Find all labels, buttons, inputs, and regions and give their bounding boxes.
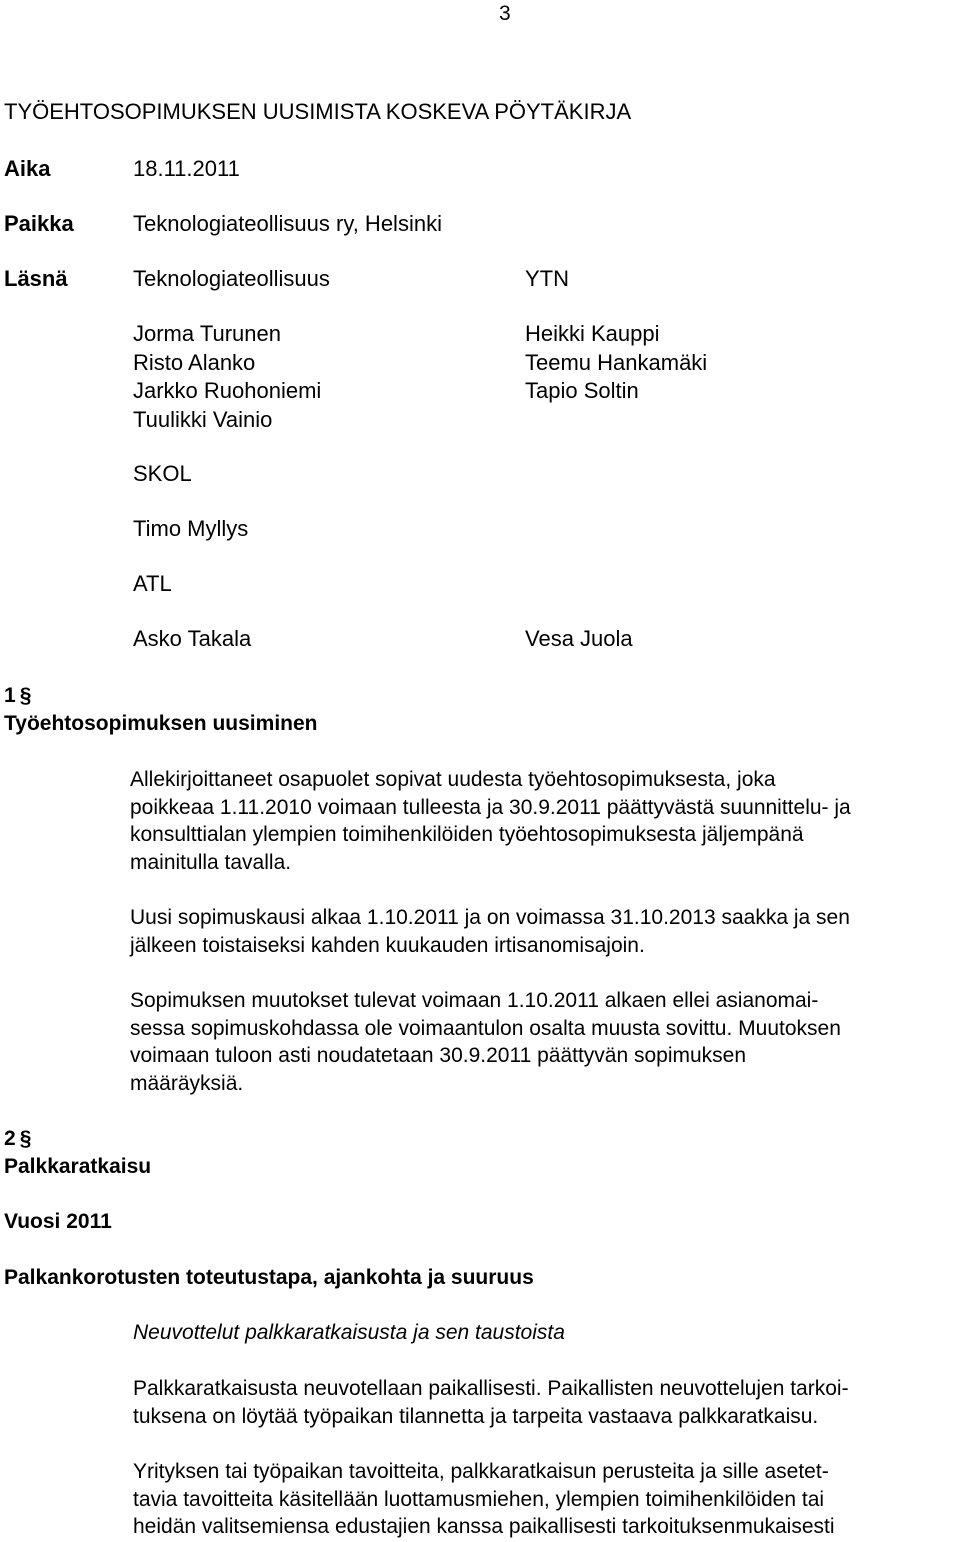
- section-symbol: §: [19, 684, 32, 707]
- text-line: tavia tavoitteita käsitellään luottamusmiehen, ylempien toimihenkilöiden tai: [133, 1487, 825, 1511]
- text-line: voimaan tuloon asti noudatetaan 30.9.2011 päättyvän sopimuksen: [130, 1044, 747, 1067]
- document-title: TYÖEHTOSOPIMUKSEN UUSIMISTA KOSKEVA PÖYTÄKIRJA: [4, 99, 632, 124]
- text-line: Uusi sopimuskausi alkaa 1.10.2011 ja on voimassa 31.10.2013 saakka ja sen: [130, 906, 850, 929]
- text-line: poikkeaa 1.11.2010 voimaan tulleesta ja 30.9.2011 päättyvästä suunnittelu- ja: [130, 795, 851, 819]
- text-line: Palkkaratkaisusta neuvotellaan paikallisesti. Paikallisten neuvottelujen tarkoi-: [133, 1377, 849, 1400]
- text-line: heidän valitsemiensa edustajien kanssa paikallisesti tarkoituksenmukaisesti: [133, 1515, 835, 1538]
- attendee-name: Risto Alanko: [133, 349, 256, 375]
- year-heading: Vuosi 2011: [4, 1210, 112, 1233]
- text-line: sessa sopimuskohdassa ole voimaantulon osalta muusta sovittu. Muutoksen: [130, 1016, 841, 1040]
- section-1-paragraph-1: [130, 766, 851, 876]
- subheading: Palkankorotusten toteutustapa, ajankohta ja suuruus: [4, 1266, 534, 1289]
- meta-lasna-label: Läsnä: [4, 266, 68, 291]
- section-title: Palkkaratkaisu: [4, 1155, 152, 1178]
- section-1-heading: [4, 682, 317, 738]
- section-1-paragraph-3: [130, 987, 841, 1097]
- attendees-right-names: [525, 320, 707, 406]
- attendee-name: Tuulikki Vainio: [133, 406, 273, 432]
- attendees-atl-name: Asko Takala: [133, 626, 252, 651]
- meta-aika-label: Aika: [4, 156, 51, 181]
- section-symbol: §: [19, 1127, 32, 1150]
- section-2-heading: [4, 1125, 151, 1181]
- section-number: 1: [4, 684, 16, 707]
- text-line: Yrityksen tai työpaikan tavoitteita, palkkaratkaisun perusteita ja sille asetet-: [133, 1460, 829, 1483]
- italic-heading: Neuvottelut palkkaratkaisusta ja sen taustoista: [133, 1321, 565, 1344]
- attendee-name: Jorma Turunen: [133, 321, 281, 346]
- attendees-left-names: [133, 320, 321, 434]
- section-2-paragraph-1: [133, 1375, 849, 1430]
- attendee-name: Jarkko Ruohoniemi: [133, 378, 322, 403]
- text-line: tuksena on löytää työpaikan tilannetta ja tarpeita vastaava palkkaratkaisu.: [133, 1404, 819, 1428]
- section-number: 2: [4, 1127, 16, 1150]
- text-line: Sopimuksen muutokset tulevat voimaan 1.10.2011 alkaen ellei asianomai-: [130, 989, 819, 1012]
- meta-paikka-value: Teknologiateollisuus ry, Helsinki: [133, 211, 442, 236]
- attendees-atl-org: ATL: [133, 571, 172, 596]
- meta-paikka-label: Paikka: [4, 211, 74, 236]
- page-number: 3: [499, 2, 511, 25]
- attendees-atl-right-name: Vesa Juola: [525, 626, 633, 651]
- section-1-paragraph-2: [130, 904, 850, 959]
- section-title: Työehtosopimuksen uusiminen: [4, 712, 318, 735]
- text-line: Allekirjoittaneet osapuolet sopivat uudesta työehtosopimuksesta, joka: [130, 768, 776, 791]
- attendees-skol-name: Timo Myllys: [133, 516, 249, 541]
- attendee-name: Tapio Soltin: [525, 378, 639, 403]
- text-line: määräyksiä.: [130, 1071, 244, 1095]
- attendee-name: Heikki Kauppi: [525, 321, 660, 346]
- attendees-right-org: YTN: [525, 266, 569, 291]
- attendees-skol-org: SKOL: [133, 461, 192, 486]
- attendee-name: Teemu Hankamäki: [525, 349, 708, 375]
- attendees-left-org: Teknologiateollisuus: [133, 266, 330, 291]
- text-line: mainitulla tavalla.: [130, 850, 292, 874]
- text-line: konsulttialan ylempien toimihenkilöiden työehtosopimuksesta jäljempänä: [130, 823, 804, 846]
- section-2-paragraph-2: [133, 1458, 835, 1541]
- text-line: jälkeen toistaiseksi kahden kuukauden irtisanomisajoin.: [130, 933, 645, 957]
- meta-aika-value: 18.11.2011: [133, 156, 240, 181]
